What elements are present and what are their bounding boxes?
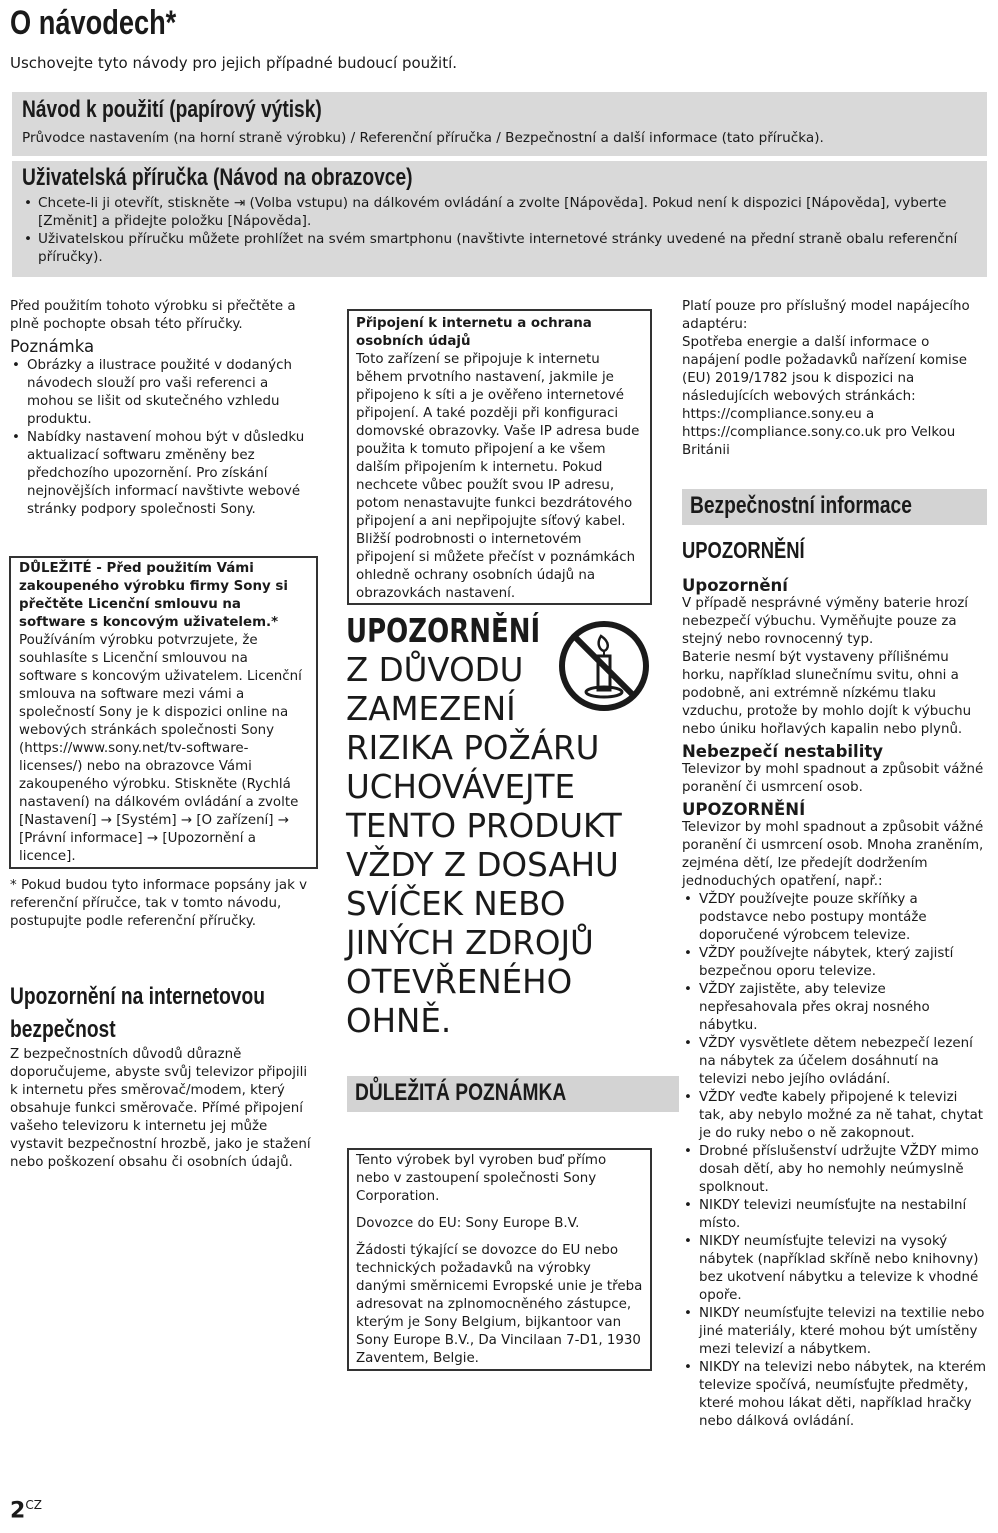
fire-warning-line: Z DŮVODU [346, 651, 524, 689]
safety-content [682, 577, 987, 1431]
license-important-text: Používáním výrobku potvrzujete, že souhlasíte s Licenční smlouvou na software s koncovým uživatelem. Licenční smlouva na software mezi vámi a společností Sony je k dispozici online na webových stránkách společnosti Sony (https://www.sony.net/tv-software-licenses/) nebo na obrazovce Vámi zakoupeného výrobku. Stiskněte (Rychlá nastavení) na dálkovém ovládání a zvolte [Nastavení] → [Systém] → [O zařízení] → [Právní informace] → [Upozornění a licence]. [19, 633, 302, 864]
safety-item: • VŽDY používejte nábytek, který zajistí bezpečnou oporu televize. [682, 945, 987, 981]
safety-item: • NIKDY neumísťujte televizi na textilie nebo jiné materiály, které mohou být umístěny mezi televizí a nábytkem. [682, 1305, 987, 1359]
safety-item: • NIKDY neumísťujte televizi na vysoký nábytek (například skříně nebo knihovny) bez ukotvení nábytku a televize k vhodné opoře. [682, 1233, 987, 1305]
distributor-box [347, 1148, 652, 1371]
note-item: • Nabídky nastavení mohou být v důsledku aktualizací softwaru změněny bez předchozího upozornění. Pro získání nejnovějších informací navštivte webové stránky podpory společnosti Sony. [10, 429, 315, 519]
column-3-top [682, 298, 987, 460]
privacy-title: Připojení k internetu a ochrana osobních údajů [356, 316, 592, 349]
fire-warning-line: RIZIKA POŽÁRU [346, 729, 600, 767]
footnote: * Pokud budou tyto informace popsány jak v referenční příručce, tak v tomto návodu, postupujte podle referenční příručky. [10, 878, 308, 929]
fire-warning-line: VŽDY Z DOSAHU [346, 846, 619, 884]
safety-item: • VŽDY veďte kabely připojené k televizi tak, aby nebylo možné za ně tahat, chytat je do ruky nebo o ně zakopnout. [682, 1089, 987, 1143]
safety-item: • NIKDY na televizi nebo nábytek, na kterém televize spočívá, neumísťujte předměty, které mohou lákat děti, například hračky nebo dálková ovládání. [682, 1359, 987, 1431]
internet-security-title: Upozornění na internetovou bezpečnost [10, 983, 265, 1043]
no-candle-icon [558, 620, 650, 712]
fire-warning-line: SVÍČEK NEBO [346, 885, 566, 923]
safety-item: • Drobné příslušenství udržujte VŽDY mimo dosah dětí, aby ho nemohly neúmyslně spolknout. [682, 1143, 987, 1197]
instability-heading: Nebezpečí nestability [682, 742, 883, 761]
onscreen-bullet-1: • Chcete-li ji otevřít, stiskněte ⇥ (Volba vstupu) na dálkovém ovládání a zvolte [Nápověda]. Pokud není k dispozici [Nápověda], vyberte [Změnit] a přidejte položku [Nápověda]. [22, 194, 988, 230]
page-number-value: 2 [10, 1498, 26, 1524]
distributor-text-2: Dovozce do EU: Sony Europe B.V. [356, 1216, 580, 1231]
onscreen-bullet-2: • Uživatelskou příručku můžete prohlížet na svém smartphonu (navštivte internetové stránky uvedené na přední straně obalu referenční příručky). [22, 230, 988, 266]
warning-heading: UPOZORNĚNÍ [682, 537, 805, 563]
onscreen-manual-title: Uživatelská příručka (Návod na obrazovce) [22, 164, 413, 191]
license-important-heading: DŮLEŽITÉ - Před použitím Vámi zakoupeného výrobku firmy Sony si přečtěte Licenční smlouvu na software s koncovým uživatelem.* [19, 561, 288, 630]
safety-item: • NIKDY televizi neumísťujte na nestabilní místo. [682, 1197, 987, 1233]
battery-text-2: Baterie nesmí být vystaveny přílišnému horku, například slunečnímu svitu, ohni a podobně, ani extrémně nízkému tlaku vzduchu, protože by mohlo dojít k výbuchu nebo úniku hořlavých kapalin nebo plynů. [682, 650, 972, 737]
distributor-text-3: Žádosti týkající se dovozce do EU nebo technických požadavků na výrobky danými směrnicemi Evropské unie je třeba adresovat na zplnomocněného zástupce, kterým je Sony Belgium, bijkantoor van Sony Europe B.V., Da Vincilaan 7-D1, 1930 Zaventem, Belgie. [356, 1243, 643, 1366]
safety-info-title: Bezpečnostní informace [690, 492, 912, 519]
important-note-title: DŮLEŽITÁ POZNÁMKA [355, 1079, 567, 1106]
fire-warning-line: TENTO PRODUKT [346, 807, 622, 845]
safety-item: • VŽDY používejte pouze skříňky a podstavce nebo postupy montáže doporučené výrobcem televize. [682, 891, 987, 945]
note-item: • Obrázky a ilustrace použité v dodaných návodech slouží pro vaši referenci a mohou se lišit od skutečného vzhledu produktu. [10, 357, 315, 429]
license-important-box [9, 556, 318, 869]
battery-heading: Upozornění [682, 576, 788, 595]
safety-item: • VŽDY zajistěte, aby televize nepřesahovala přes okraj nosného nábytku. [682, 981, 987, 1035]
privacy-box [347, 309, 652, 605]
distributor-text-1: Tento výrobek byl vyroben buď přímo nebo v zastoupení společnosti Sony Corporation. [356, 1153, 607, 1204]
paper-manual-title: Návod k použití (papírový výtisk) [22, 96, 322, 123]
fire-warning-line: OHNĚ. [346, 1002, 452, 1040]
energy-text: Spotřeba energie a další informace o napájení podle požadavků nařízení komise (EU) 2019/1782 jsou k dispozici na následujících webových stránkách: https://compliance.sony.eu a https://compliance.sony.co.uk pro Velkou Británii [682, 335, 967, 458]
note-list [10, 357, 315, 519]
battery-text-1: V případě nesprávné výměny baterie hrozí nebezpečí výbuchu. Vyměňujte pouze za stejný nebo rovnocenný typ. [682, 596, 969, 647]
privacy-text: Toto zařízení se připojuje k internetu během prvotního nastavení, jakmile je připojeno k síti a je ověřeno internetové připojení. A také později při konfiguraci domovské obrazovky. Vaše IP adresa bude použita k tomuto připojení a ke všem dalším připojením k internetu. Pokud nechcete vůbec použít svou IP adresu, potom nenastavujte funkci bezdrátového připojení a ani nepřipojujte síťový kabel. Bližší podrobnosti o internetovém připojení si můžete přečíst v poznámkách ohledně ochrany osobních údajů na obrazovkách nastavení. [356, 352, 640, 601]
important-note-bar [347, 1076, 679, 1112]
page-number [10, 1498, 42, 1523]
column-1-top [10, 298, 315, 519]
language-code: CZ [25, 1498, 42, 1512]
warning2-text: Televizor by mohl spadnout a způsobit vážné poranění či usmrcení osob. Mnoha zraněním, zejména dětí, lze předejít dodržením jednoduchých opatření, např.: [682, 820, 984, 889]
instability-text: Televizor by mohl spadnout a způsobit vážné poranění či usmrcení osob. [682, 762, 984, 795]
onscreen-manual-box [12, 161, 987, 277]
safety-list [682, 891, 987, 1431]
paper-manual-text: Průvodce nastavením (na horní straně výrobku) / Referenční příručka / Bezpečnostní a další informace (tato příručka). [22, 130, 824, 146]
internet-security-text: Z bezpečnostních důvodů důrazně doporučujeme, abyste svůj televizor připojili k internetu přes směrovač/modem, který obsahuje funkci směrovače. Přímé připojení vašeho televizoru k internetu jej může vystavit bezpečnostní hrozbě, jako je stažení nebo poškození obsahu či osobních údajů. [10, 1047, 311, 1170]
fire-warning-line: JINÝCH ZDROJŮ [346, 924, 594, 962]
note-heading: Poznámka [10, 337, 95, 356]
read-before-use-text: Před použitím tohoto výrobku si přečtěte a plně pochopte obsah této příručky. [10, 299, 296, 332]
intro-text: Uschovejte tyto návody pro jejich případné budoucí použití. [10, 54, 458, 72]
adapter-text: Platí pouze pro příslušný model napájecího adaptéru: [682, 299, 970, 332]
fire-warning-line: UCHOVÁVEJTE [346, 768, 575, 806]
safety-info-bar [682, 489, 987, 525]
safety-item: • VŽDY vysvětlete dětem nebezpečí lezení na nábytek za účelem dosáhnutí na televizi nebo jejího ovládání. [682, 1035, 987, 1089]
fire-warning-line: ZAMEZENÍ [346, 690, 516, 728]
fire-warning-line: OTEVŘENÉHO [346, 963, 573, 1001]
paper-manual-box [12, 92, 987, 156]
warning2-heading: UPOZORNĚNÍ [682, 800, 806, 819]
fire-warning-heading: UPOZORNĚNÍ [346, 612, 541, 650]
page-title: O návodech* [10, 4, 177, 42]
